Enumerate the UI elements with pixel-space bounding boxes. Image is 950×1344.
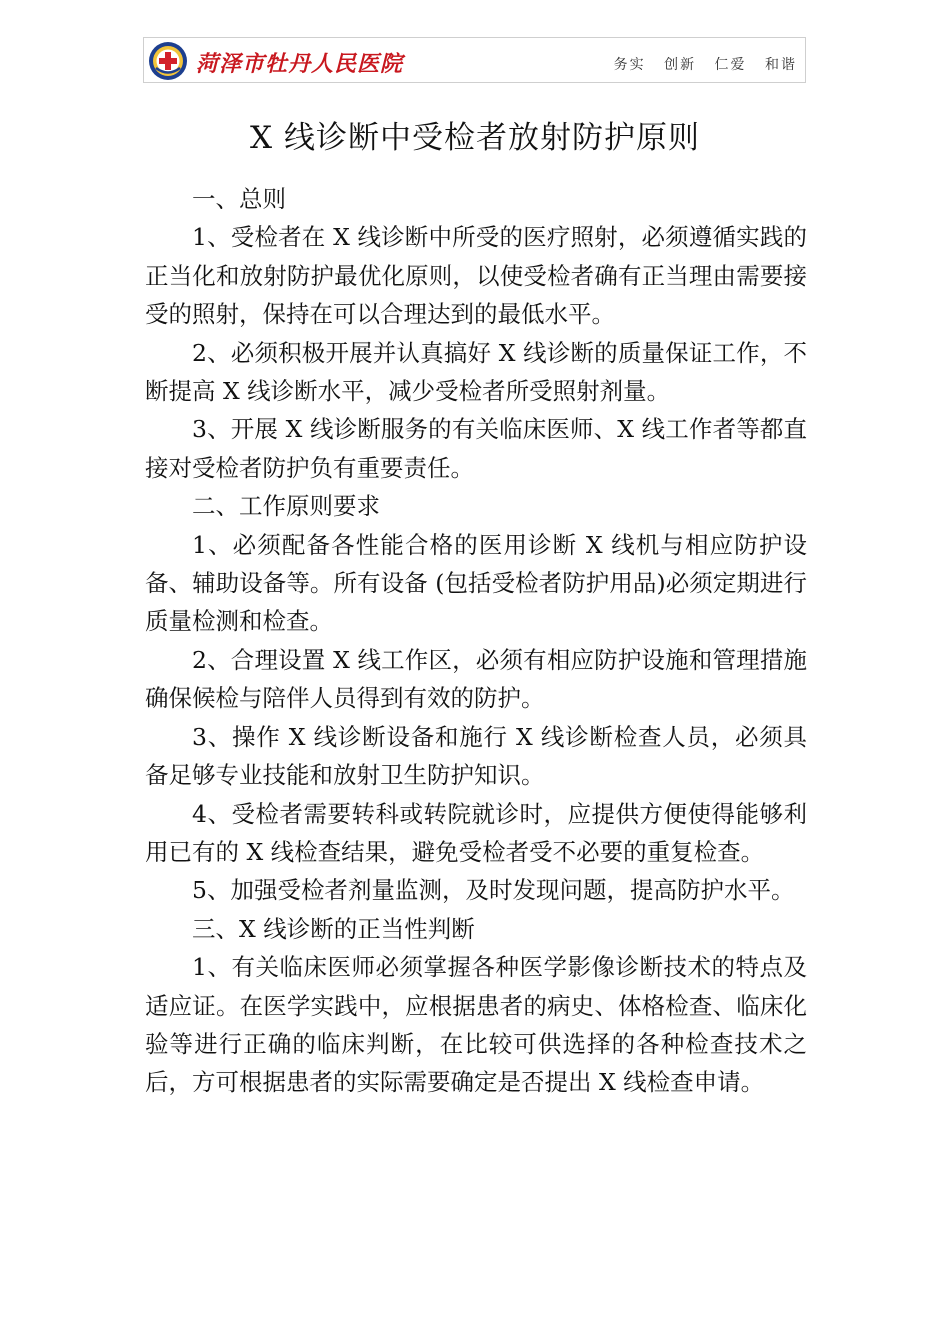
document-title: X 线诊断中受检者放射防护原则 — [250, 120, 700, 156]
paragraph: 3、操作 X 线诊断设备和施行 X 线诊断检查人员，必须具备足够专业技能和放射卫生防护知识。 — [145, 722, 807, 790]
motto-word: 创新 — [664, 57, 697, 73]
hospital-motto — [602, 54, 797, 74]
section-heading: 一、总则 — [192, 185, 286, 213]
paragraph: 1、受检者在 X 线诊断中所受的医疗照射，必须遵循实践的正当化和放射防护最优化原则，以使受检者确有正当理由需要接受的照射，保持在可以合理达到的最低水平。 — [145, 223, 807, 329]
hospital-name: 菏泽市牡丹人民医院 — [196, 51, 404, 77]
paragraph: 4、受检者需要转科或转院就诊时，应提供方便使得能够利用已有的 X 线检查结果，避免受检者受不必要的重复检查。 — [145, 799, 807, 866]
paragraph: 1、必须配备各性能合格的医用诊断 X 线机与相应防护设备、辅助设备等。所有设备 (包括受检者防护用品)必须定期进行质量检测和检查。 — [145, 530, 807, 636]
paragraph: 5、加强受检者剂量监测，及时发现问题，提高防护水平。 — [192, 876, 795, 905]
motto-word: 和谐 — [765, 57, 797, 73]
paragraph: 2、必须积极开展并认真搞好 X 线诊断的质量保证工作，不断提高 X 线诊断水平，减少受检者所受照射剂量。 — [145, 338, 807, 406]
motto-word: 仁爱 — [714, 57, 747, 73]
hospital-logo — [148, 41, 188, 81]
section-heading: 二、工作原则要求 — [192, 492, 380, 521]
section-heading: 三、X 线诊断的正当性判断 — [192, 914, 475, 943]
letterhead — [143, 37, 806, 83]
paragraph: 3、开展 X 线诊断服务的有关临床医师、X 线工作者等都直接对受检者防护负有重要责任。 — [145, 415, 807, 482]
motto-word: 务实 — [613, 57, 646, 73]
paragraph: 2、合理设置 X 线工作区，必须有相应防护设施和管理措施确保候检与陪伴人员得到有效的防护。 — [145, 645, 807, 713]
paragraph: 1、有关临床医师必须掌握各种医学影像诊断技术的特点及适应证。在医学实践中，应根据患者的病史、体格检查、临床化验等进行正确的临床判断，在比较可供选择的各种检查技术之后，方可根据患者的实际需要确定是否提出 X 线检查申请。 — [145, 953, 807, 1097]
document-body — [145, 180, 807, 1102]
